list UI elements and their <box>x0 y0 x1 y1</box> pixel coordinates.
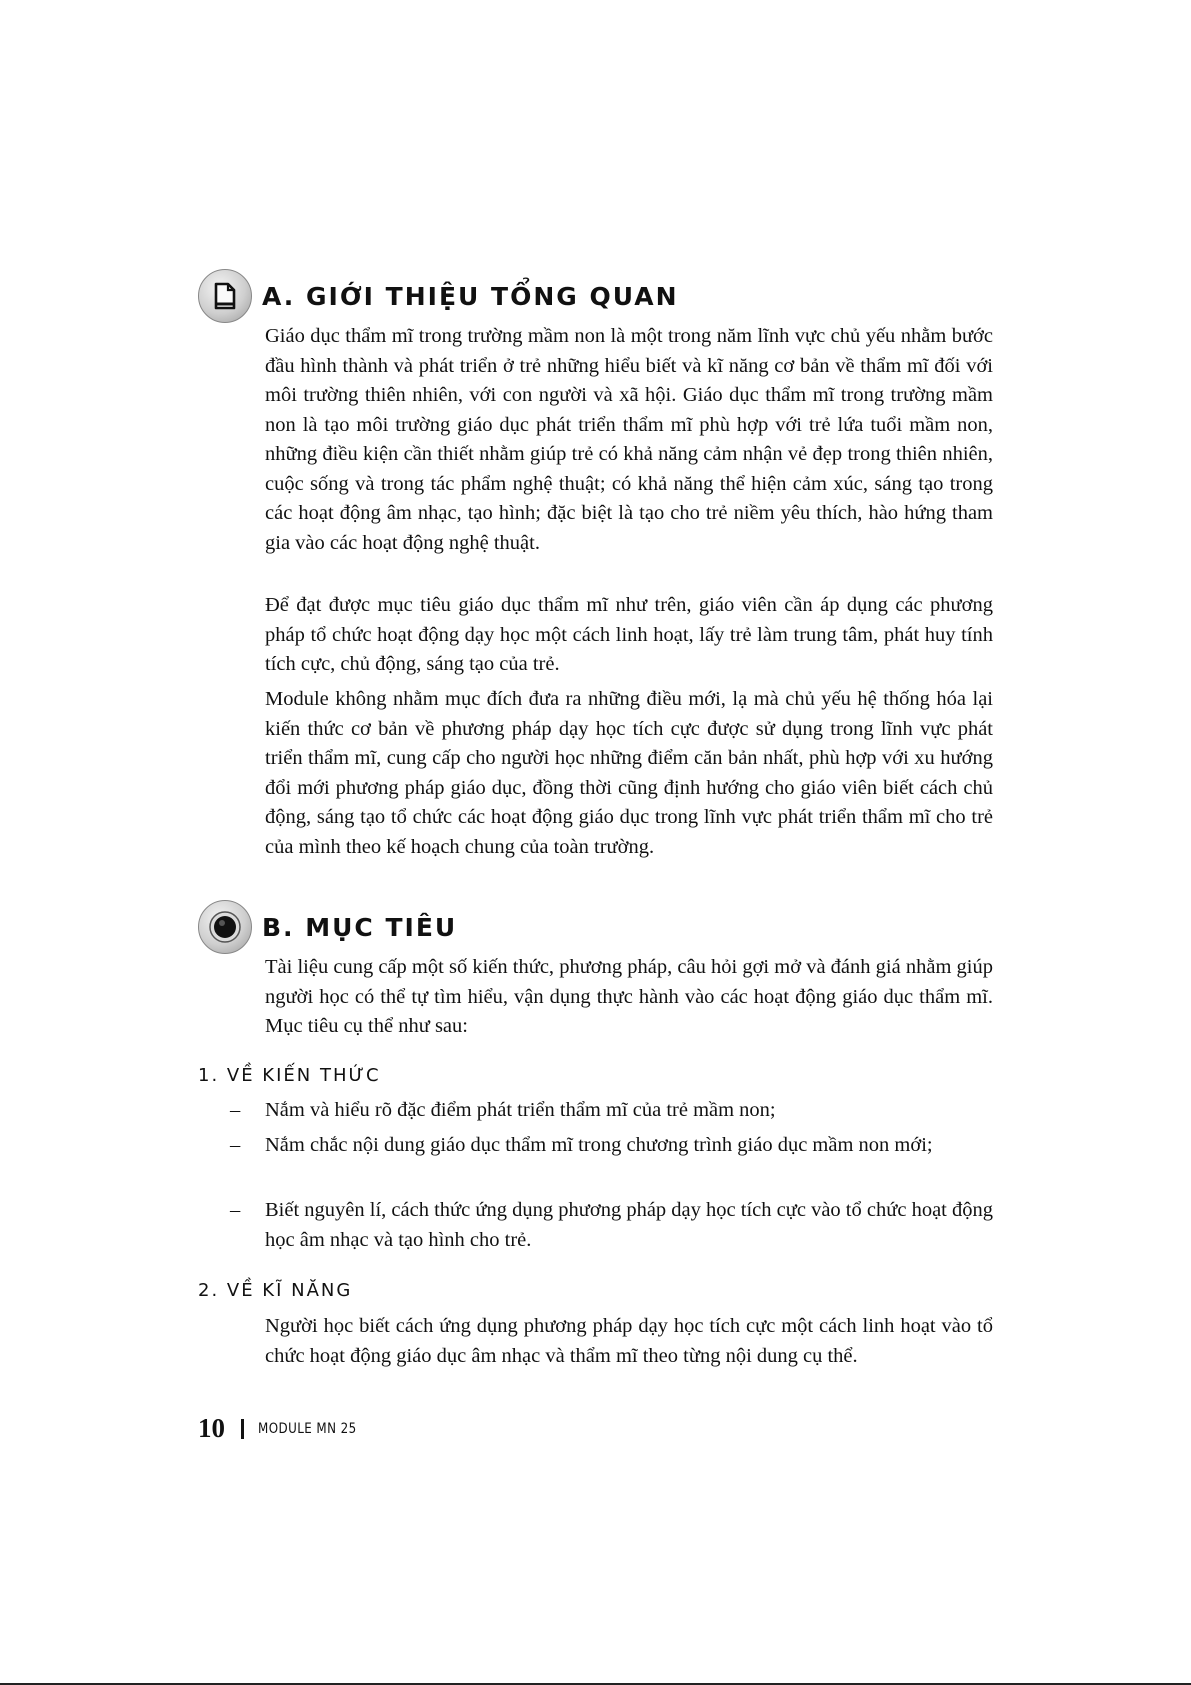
target-icon <box>198 900 252 954</box>
section-a-paragraph-1: Giáo dục thẩm mĩ trong trường mầm non là một trong năm lĩnh vực chủ yếu nhằm bước đầu hình thành và phát triển ở trẻ những hiểu biết và kĩ năng cơ bản về thẩm mĩ đối với môi trường thiên nhiên, với con người và xã hội. Giáo dục thẩm mĩ trong trường mầm non là tạo môi trường giáo dục phát triển thẩm mĩ phù hợp với trẻ lứa tuổi mầm non, những điều kiện cần thiết nhằm giúp trẻ có khả năng cảm nhận vẻ đẹp trong thiên nhiên, cuộc sống và trong tác phẩm nghệ thuật; có khả năng thể hiện cảm xúc, sáng tạo trong các hoạt động âm nhạc, tạo hình; đặc biệt là tạo cho trẻ niềm yêu thích, hào hứng tham gia vào các hoạt động nghệ thuật. <box>265 325 993 554</box>
footer-separator <box>241 1419 244 1439</box>
bullet-dash: – <box>230 1099 241 1121</box>
list-item <box>230 1096 993 1126</box>
knowledge-item-2: Nắm chắc nội dung giáo dục thẩm mĩ trong chương trình giáo dục mầm non mới; <box>265 1134 933 1156</box>
section-b-intro: Tài liệu cung cấp một số kiến thức, phương pháp, câu hỏi gợi mở và đánh giá nhằm giúp người học có thể tự tìm hiểu, vận dụng thực hành vào các hoạt động giáo dục thẩm mĩ. Mục tiêu cụ thể như sau: <box>265 956 993 1037</box>
bullet-dash: – <box>230 1134 241 1156</box>
section-b-title: B. MỤC TIÊU <box>262 912 458 942</box>
section-a-title: A. GIỚI THIỆU TỔNG QUAN <box>262 281 679 311</box>
section-a-paragraph-3: Module không nhằm mục đích đưa ra những điều mới, lạ mà chủ yếu hệ thống hóa lại kiến thức cơ bản về phương pháp dạy học tích cực được sử dụng trong lĩnh vực phát triển thẩm mĩ, cung cấp cho người học những điểm căn bản nhất, phù hợp với xu hướng đổi mới phương pháp giáo dục, đồng thời cũng định hướng cho giáo viên biết cách chủ động, sáng tạo tổ chức các hoạt động giáo dục trong lĩnh vực phát triển thẩm mĩ cho trẻ của mình theo kế hoạch chung của toàn trường. <box>265 688 993 858</box>
list-item <box>230 1196 993 1255</box>
section-b-header <box>198 900 457 954</box>
list-item <box>230 1131 993 1161</box>
knowledge-heading: 1. VỀ KIẾN THỨC <box>198 1065 381 1086</box>
section-a-paragraph-2: Để đạt được mục tiêu giáo dục thẩm mĩ như trên, giáo viên cần áp dụng các phương pháp tổ chức hoạt động dạy học một cách linh hoạt, lấy trẻ làm trung tâm, phát huy tính tích cực, chủ động, sáng tạo của trẻ. <box>265 594 993 675</box>
knowledge-item-1: Nắm và hiểu rõ đặc điểm phát triển thẩm mĩ của trẻ mầm non; <box>265 1099 776 1121</box>
page-number: 10 <box>198 1413 225 1443</box>
module-label: MODULE MN 25 <box>258 1420 357 1437</box>
skills-heading: 2. VỀ KĨ NĂNG <box>198 1280 353 1301</box>
section-a-header <box>198 269 679 323</box>
document-icon <box>198 269 252 323</box>
skills-text: Người học biết cách ứng dụng phương pháp dạy học tích cực một cách linh hoạt vào tổ chức hoạt động giáo dục âm nhạc và thẩm mĩ theo từng nội dung cụ thể. <box>265 1315 993 1367</box>
knowledge-item-3: Biết nguyên lí, cách thức ứng dụng phương pháp dạy học tích cực vào tổ chức hoạt động học âm nhạc và tạo hình cho trẻ. <box>265 1199 993 1251</box>
bullet-dash: – <box>230 1199 241 1221</box>
page-footer <box>198 1413 374 1444</box>
